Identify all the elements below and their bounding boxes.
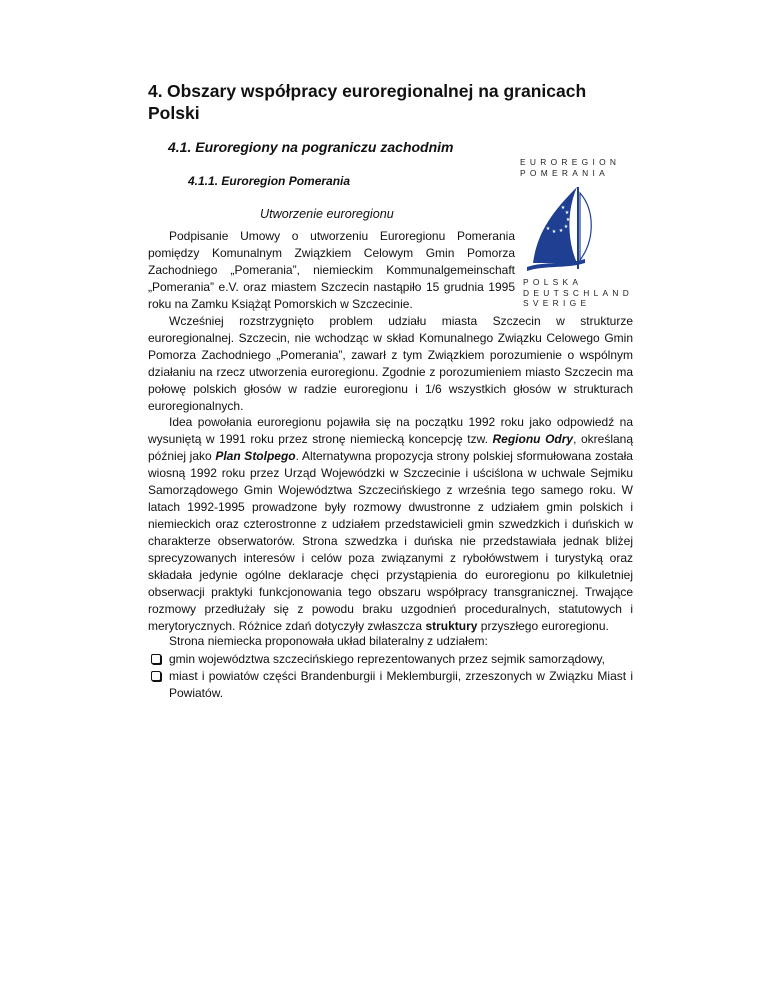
- chapter-heading: [148, 80, 628, 124]
- svg-text:★: ★: [563, 224, 569, 230]
- paragraph-3: Idea powołania euroregionu pojawiła się na początku 1992 roku jako odpowiedź na wysuniętą w 1991 roku przez stronę niemiecką koncepcję tzw. Regionu Odry, określaną później jako Plan Stolpego. Alternatywna propozycja strony polskiej sformułowana została wiosną 1992 roku przez Urząd Wojewódzki w Szczecinie i uściślona w uchwale Sejmiku Samorządowego Gmin Województwa Szczecińskiego z września tego samego roku. W latach 1992-1995 prowadzone były rozmowy dwustronne z udziałem gmin polskich i niemieckich oraz czterostronne z udziałem przedstawicieli gmin szwedzkich i duńskich w charakterze obserwatorów. Strona szwedzka i duńska nie przedstawiała jednak bliżej sprecyzowanych interesów i celów poza związanymi z rybołówstwem i turystyką oraz składała jedynie ogólne deklaracje chęci przystąpienia do euroregionu po kilkuletniej obserwacji praktyki funkcjonowania tego obszaru współpracy transgranicznej. Trwające rozmowy przedłużały się z powodu braku uzgodnień proceduralnych, statutowych i merytorycznych. Różnice zdań dotyczyły zwłaszcza struktury przyszłego euroregionu.: [148, 415, 634, 633]
- term-struktury: struktury: [425, 619, 478, 633]
- svg-text:★: ★: [551, 229, 557, 235]
- chapter-title: Obszary współpracy euroregionalnej na granicach Polski: [148, 81, 587, 123]
- bullet-list: [148, 651, 633, 702]
- list-item: gmin województwa szczecińskiego reprezentowanych przez sejmik samorządowy,: [148, 651, 633, 668]
- svg-text:★: ★: [558, 228, 564, 234]
- euroregion-pomerania-logo: [520, 157, 632, 307]
- logo-bottom-text: POLSKA DEUTSCHLAND SVERIGE: [523, 277, 634, 308]
- term-plan-stolpego: Plan Stolpego: [215, 449, 296, 463]
- sail-emblem-icon: [525, 185, 605, 275]
- svg-text:★: ★: [545, 207, 551, 213]
- svg-text:★: ★: [549, 203, 555, 209]
- svg-text:★: ★: [564, 210, 570, 216]
- paragraph-4: Strona niemiecka proponowała układ bilateralny z udziałem:: [169, 634, 488, 648]
- svg-text:★: ★: [565, 217, 571, 223]
- checkbox-bullet-icon: [151, 671, 161, 681]
- svg-text:★: ★: [542, 220, 548, 226]
- subheading-utworzenie: Utworzenie euroregionu: [260, 207, 394, 221]
- chapter-number: 4.: [148, 81, 163, 101]
- list-item: miast i powiatów części Brandenburgii i Meklemburgii, zrzeszonych w Związku Miast i Powiatów.: [148, 668, 633, 702]
- svg-text:★: ★: [560, 205, 566, 211]
- paragraph-1: Podpisanie Umowy o utworzeniu Euroregionu Pomerania pomiędzy Komunalnym Związkiem Celowym Gmin Pomorza Zachodniego „Pomerania”, niemieckim Kommunalgemeinschaft „Pomerania” e.V. oraz miastem Szczecin nastąpiło 15 grudnia 1995 roku na Zamku Książąt Pomorskich w Szczecinie.: [148, 229, 515, 311]
- term-regionu-odry: Regionu Odry: [492, 432, 574, 446]
- svg-text:★: ★: [545, 226, 551, 232]
- paragraph-2: Wcześniej rozstrzygnięto problem udziału miasta Szczecin w strukturze euroregionalnej. Szczecin, nie wchodząc w skład Komunalnego Związku Celowego Gmin Pomorza Zachodniego „Pomerania”, zawarł z tym Związkiem porozumienie o wspólnym działaniu na rzecz utworzenia euroregionu. Zgodnie z porozumieniem miasto Szczecin ma połowę polskich głosów w radzie euroregionu i 1/6 wszystkich głosów w strukturach euroregionalnych.: [148, 314, 633, 413]
- checkbox-bullet-icon: [151, 654, 161, 664]
- subsection-heading: 4.1.1. Euroregion Pomerania: [188, 174, 351, 188]
- section-heading: 4.1. Euroregiony na pograniczu zachodnim: [168, 139, 454, 155]
- svg-text:★: ★: [554, 203, 560, 209]
- logo-top-text: EUROREGION POMERANIA: [520, 157, 621, 178]
- svg-text:★: ★: [542, 213, 548, 219]
